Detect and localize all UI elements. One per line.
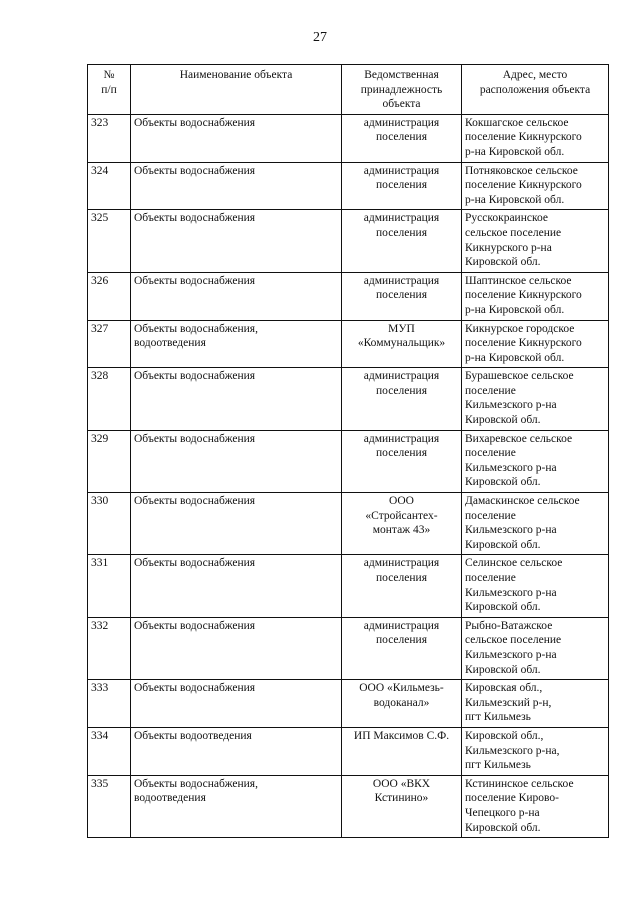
row-object-name: Объекты водоснабжения, водоотведения [131,775,342,837]
table-row [88,162,609,210]
row-number: 333 [88,680,131,728]
row-address: Кстининское сельское поселение Кирово- Чепецкого р-на Кировской обл. [462,775,609,837]
row-address: Кокшагское сельское поселение Кикнурского р-на Кировской обл. [462,114,609,162]
table-row [88,272,609,320]
row-owner: администрация поселения [342,272,462,320]
row-number: 326 [88,272,131,320]
table-row [88,430,609,492]
row-address: Дамаскинское сельское поселение Кильмезского р-на Кировской обл. [462,493,609,555]
row-number: 334 [88,727,131,775]
row-address: Кировская обл., Кильмезский р-н, пгт Кильмезь [462,680,609,728]
row-owner: ООО «Стройсантех- монтаж 43» [342,493,462,555]
row-owner: администрация поселения [342,162,462,210]
row-owner: администрация поселения [342,210,462,272]
table-row [88,114,609,162]
registry-table [87,64,609,838]
row-object-name: Объекты водоснабжения [131,368,342,430]
row-number: 327 [88,320,131,368]
row-number: 330 [88,493,131,555]
row-number: 329 [88,430,131,492]
row-address: Вихаревское сельское поселение Кильмезского р-на Кировской обл. [462,430,609,492]
row-owner: ООО «Кильмезь- водоканал» [342,680,462,728]
row-owner: администрация поселения [342,114,462,162]
row-address: Бурашевское сельское поселение Кильмезского р-на Кировской обл. [462,368,609,430]
row-address: Потняковское сельское поселение Кикнурского р-на Кировской обл. [462,162,609,210]
header-address: Адрес, место расположения объекта [462,65,609,115]
row-number: 332 [88,617,131,679]
table-row [88,775,609,837]
row-owner: ИП Максимов С.Ф. [342,727,462,775]
table-row [88,727,609,775]
table-row [88,368,609,430]
row-object-name: Объекты водоснабжения [131,617,342,679]
row-address: Селинское сельское поселение Кильмезского р-на Кировской обл. [462,555,609,617]
row-object-name: Объекты водоснабжения, водоотведения [131,320,342,368]
page-number: 27 [313,30,327,45]
table-row [88,210,609,272]
row-owner: администрация поселения [342,555,462,617]
header-number: № п/п [88,65,131,115]
header-owner: Ведомственная принадлежность объекта [342,65,462,115]
row-owner: администрация поселения [342,617,462,679]
row-object-name: Объекты водоснабжения [131,493,342,555]
row-address: Шаптинское сельское поселение Кикнурского р-на Кировской обл. [462,272,609,320]
table-row [88,555,609,617]
row-number: 328 [88,368,131,430]
row-owner: администрация поселения [342,430,462,492]
row-owner: администрация поселения [342,368,462,430]
row-object-name: Объекты водоотведения [131,727,342,775]
row-number: 323 [88,114,131,162]
row-address: Кировской обл., Кильмезского р-на, пгт Кильмезь [462,727,609,775]
row-number: 325 [88,210,131,272]
table-row [88,320,609,368]
row-object-name: Объекты водоснабжения [131,555,342,617]
row-address: Русскокраинское сельское поселение Кикнурского р-на Кировской обл. [462,210,609,272]
table-row [88,493,609,555]
row-object-name: Объекты водоснабжения [131,210,342,272]
row-object-name: Объекты водоснабжения [131,114,342,162]
row-owner: ООО «ВКХ Кстинино» [342,775,462,837]
row-address: Рыбно-Ватажское сельское поселение Кильмезского р-на Кировской обл. [462,617,609,679]
table-row [88,680,609,728]
row-object-name: Объекты водоснабжения [131,272,342,320]
row-object-name: Объекты водоснабжения [131,430,342,492]
row-number: 335 [88,775,131,837]
row-address: Кикнурское городское поселение Кикнурского р-на Кировской обл. [462,320,609,368]
table-header-row [88,65,609,115]
row-number: 331 [88,555,131,617]
row-object-name: Объекты водоснабжения [131,680,342,728]
row-number: 324 [88,162,131,210]
row-object-name: Объекты водоснабжения [131,162,342,210]
header-object-name: Наименование объекта [131,65,342,115]
row-owner: МУП «Коммунальщик» [342,320,462,368]
table-row [88,617,609,679]
